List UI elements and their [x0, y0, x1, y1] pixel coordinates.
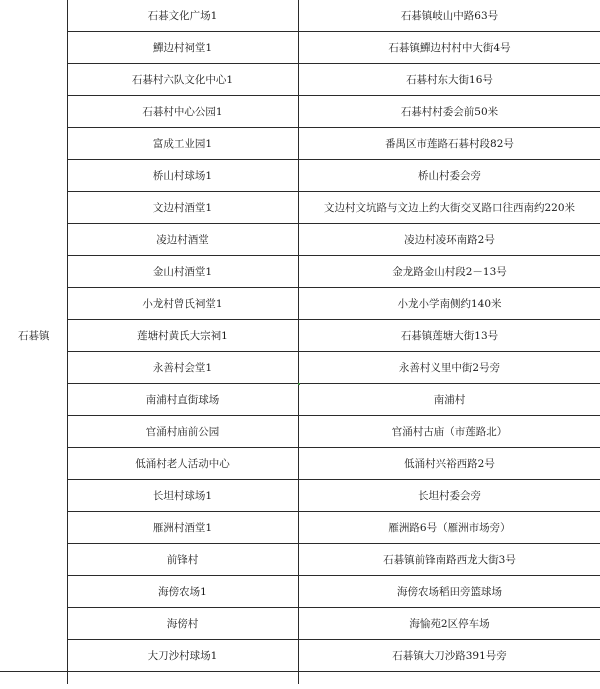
venue-address-cell: 石碁村东大街16号: [298, 64, 600, 96]
venue-name-cell: 大刀沙村球场1: [67, 640, 298, 672]
venue-name-cell: 金山村酒堂1: [67, 256, 298, 288]
venue-name-cell: 石碁村中心公园1: [67, 96, 298, 128]
venue-address-cell: 番禺区市莲路石碁村段82号: [298, 128, 600, 160]
venue-name-cell: 雁洲村酒堂1: [67, 512, 298, 544]
venue-name-cell: 海傍农场1: [67, 576, 298, 608]
venue-address-cell: 长坦村委会旁: [298, 480, 600, 512]
table-row: [0, 512, 600, 544]
table-row: [0, 416, 600, 448]
venue-name-cell: 永善村会堂1: [67, 352, 298, 384]
venue-address-cell: 石碁村村委会前50米: [298, 96, 600, 128]
venue-address-cell: 小龙小学南侧约140米: [298, 288, 600, 320]
venue-name-cell: 低涌村老人活动中心: [67, 448, 298, 480]
venue-name-cell: 桥山村球场1: [67, 160, 298, 192]
venue-name-cell: 石碁村六队文化中心1: [67, 64, 298, 96]
table-row: [0, 192, 600, 224]
table-row: [0, 576, 600, 608]
empty-cell: [0, 672, 67, 685]
venue-address-cell: 低涌村兴裕西路2号: [298, 448, 600, 480]
table-row: [0, 384, 600, 416]
venue-address-cell: 金龙路金山村段2－13号: [298, 256, 600, 288]
venue-address-cell: 雁洲路6号（雁洲市场旁）: [298, 512, 600, 544]
venue-name-cell: 富成工业园1: [67, 128, 298, 160]
table-row: [0, 224, 600, 256]
table-row: [0, 320, 600, 352]
venue-address-cell: 南浦村: [298, 384, 600, 416]
table-row: [0, 544, 600, 576]
venue-name-cell: 石碁文化广场1: [67, 0, 298, 32]
venue-address-cell: 桥山村委会旁: [298, 160, 600, 192]
table-row: [0, 640, 600, 672]
venue-name-cell: 前锋村: [67, 544, 298, 576]
venue-name-cell: 鱓边村祠堂1: [67, 32, 298, 64]
table-row: [0, 32, 600, 64]
table-row: [0, 96, 600, 128]
table-row-partial: [0, 672, 600, 685]
venue-address-cell: 石碁镇前锋南路西龙大街3号: [298, 544, 600, 576]
town-cell: 石碁镇: [0, 0, 67, 672]
table-row: [0, 352, 600, 384]
venue-address-cell: 石碁镇鱓边村村中大街4号: [298, 32, 600, 64]
venue-address-cell: 石碁镇大刀沙路391号旁: [298, 640, 600, 672]
cursor-dot: [298, 383, 300, 385]
table-row: [0, 288, 600, 320]
venue-address-cell: 凌边村凌环南路2号: [298, 224, 600, 256]
venue-name-cell: 南浦村直街球场: [67, 384, 298, 416]
venue-address-cell: 海愉苑2区停车场: [298, 608, 600, 640]
venue-name-cell: 文边村酒堂1: [67, 192, 298, 224]
venue-address-cell: 石碁镇莲塘大街13号: [298, 320, 600, 352]
venue-address-cell: 文边村文坑路与文边上约大街交叉路口往西南约220米: [298, 192, 600, 224]
table-row: [0, 128, 600, 160]
venue-address-cell: 永善村义里中街2号旁: [298, 352, 600, 384]
table-row: [0, 256, 600, 288]
venue-name-cell: 海傍村: [67, 608, 298, 640]
table-row: [0, 448, 600, 480]
table-row: [0, 608, 600, 640]
empty-cell: [67, 672, 298, 685]
venue-name-cell: 小龙村曾氏祠堂1: [67, 288, 298, 320]
venue-address-cell: 官涌村古庙（市莲路北）: [298, 416, 600, 448]
venue-name-cell: 官涌村庙前公园: [67, 416, 298, 448]
table-row: [0, 160, 600, 192]
table-row: [0, 0, 600, 32]
empty-cell: [298, 672, 600, 685]
table-row: [0, 480, 600, 512]
venue-address-cell: 海傍农场稻田旁篮球场: [298, 576, 600, 608]
venue-name-cell: 凌边村酒堂: [67, 224, 298, 256]
venue-name-cell: 长坦村球场1: [67, 480, 298, 512]
table-row: [0, 64, 600, 96]
venue-name-cell: 莲塘村黄氏大宗祠1: [67, 320, 298, 352]
venue-address-cell: 石碁镇岐山中路63号: [298, 0, 600, 32]
